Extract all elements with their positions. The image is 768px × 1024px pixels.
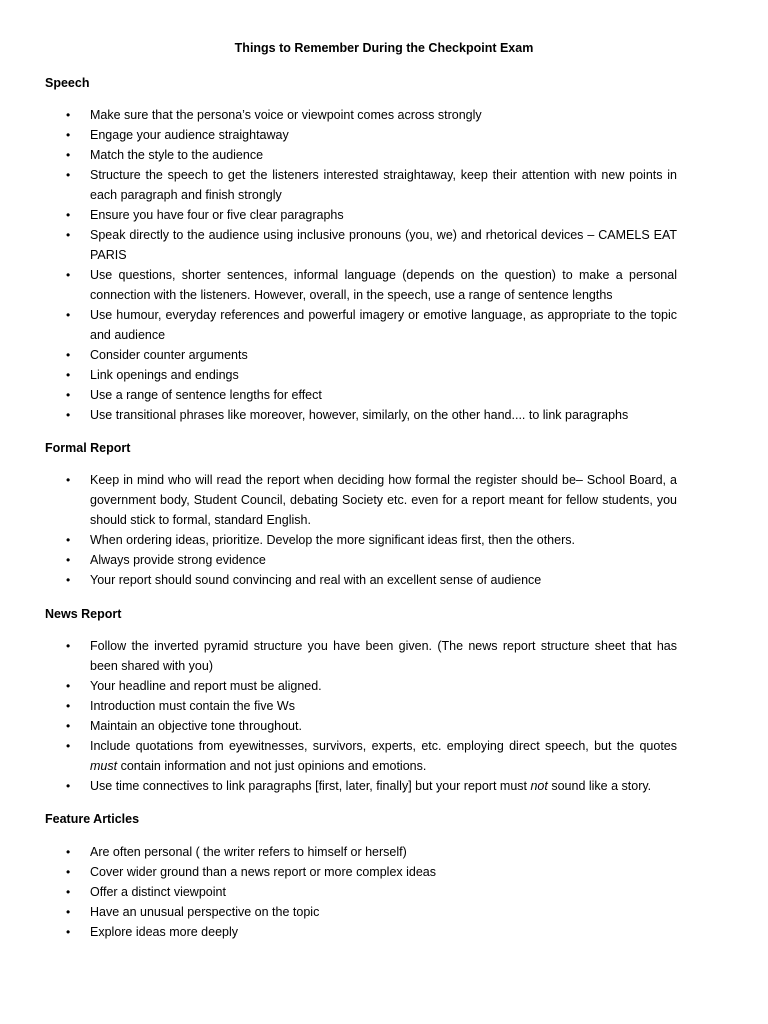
list-item-text: Speak directly to the audience using inclusive pronouns (you, we) and rhetorical devices – CAMELS EAT PARIS <box>90 228 677 262</box>
list-item-text: Link openings and endings <box>90 368 239 382</box>
bullet-list-speech <box>0 105 768 425</box>
list-item <box>66 882 677 902</box>
list-item-text: Use humour, everyday references and powerful imagery or emotive language, as appropriate to the topic and audience <box>90 308 677 342</box>
list-item-text: Structure the speech to get the listeners interested straightaway, keep their attention with new points in each paragraph and finish strongly <box>90 168 677 202</box>
list-item-text: Ensure you have four or five clear paragraphs <box>90 208 344 222</box>
document-title: Things to Remember During the Checkpoint Exam <box>234 41 534 55</box>
list-item-text-part: contain information and not just opinions and emotions. <box>117 759 427 773</box>
list-item <box>66 265 677 305</box>
list-item-text: Use questions, shorter sentences, informal language (depends on the question) to make a personal connection with the listeners. However, overall, in the speech, use a range of sentence lengths <box>90 268 677 302</box>
list-item <box>66 145 677 165</box>
list-item <box>66 345 677 365</box>
bullet-icon: • <box>66 228 71 242</box>
list-item <box>66 530 677 550</box>
bullet-icon: • <box>66 388 71 402</box>
list-item-text: Use transitional phrases like moreover, however, similarly, on the other hand.... to link paragraphs <box>90 408 629 422</box>
bullet-icon: • <box>66 308 71 322</box>
list-item <box>66 636 677 676</box>
bullet-list-formal-report <box>0 470 768 590</box>
list-item <box>66 125 677 145</box>
list-item <box>66 225 677 265</box>
list-item-text-part: sound like a story. <box>547 779 652 793</box>
bullet-icon: • <box>66 473 71 487</box>
bullet-icon: • <box>66 925 71 939</box>
list-item-text <box>90 779 651 793</box>
list-item <box>66 736 677 776</box>
bullet-icon: • <box>66 573 71 587</box>
bullet-icon: • <box>66 148 71 162</box>
list-item <box>66 105 677 125</box>
bullet-icon: • <box>66 905 71 919</box>
list-item <box>66 862 677 882</box>
bullet-icon: • <box>66 168 71 182</box>
bullet-icon: • <box>66 368 71 382</box>
list-item-text: Your headline and report must be aligned. <box>90 679 322 693</box>
section-heading-formal-report: Formal Report <box>45 441 131 455</box>
list-item-text: Cover wider ground than a news report or more complex ideas <box>90 865 437 879</box>
list-item-text: Are often personal ( the writer refers to himself or herself) <box>90 845 407 859</box>
bullet-icon: • <box>66 699 71 713</box>
list-item-text: Have an unusual perspective on the topic <box>90 905 320 919</box>
list-item <box>66 470 677 530</box>
emphasis-text: must <box>90 759 118 773</box>
list-item <box>66 922 677 942</box>
list-item <box>66 842 677 862</box>
bullet-icon: • <box>66 719 71 733</box>
bullet-icon: • <box>66 779 71 793</box>
list-item-text: Use a range of sentence lengths for effect <box>90 388 322 402</box>
bullet-icon: • <box>66 739 71 753</box>
list-item-text: When ordering ideas, prioritize. Develop the more significant ideas first, then the others. <box>90 533 575 547</box>
bullet-icon: • <box>66 865 71 879</box>
bullet-icon: • <box>66 553 71 567</box>
list-item-text: Introduction must contain the five Ws <box>90 699 295 713</box>
list-item <box>66 405 677 425</box>
bullet-list-feature-articles <box>0 842 768 942</box>
bullet-icon: • <box>66 639 71 653</box>
section-heading-news-report: News Report <box>45 607 122 621</box>
bullet-icon: • <box>66 268 71 282</box>
list-item-text: Always provide strong evidence <box>90 553 266 567</box>
list-item-text: Match the style to the audience <box>90 148 264 162</box>
list-item <box>66 550 677 570</box>
list-item <box>66 165 677 205</box>
list-item-text: Explore ideas more deeply <box>90 925 238 939</box>
list-item-text: Engage your audience straightaway <box>90 128 289 142</box>
bullet-icon: • <box>66 533 71 547</box>
list-item <box>66 570 677 590</box>
list-item-text <box>90 739 677 773</box>
list-item-text: Offer a distinct viewpoint <box>90 885 226 899</box>
list-item-text-part: Use time connectives to link paragraphs [first, later, finally] but your report must <box>90 779 531 793</box>
list-item-text: Your report should sound convincing and real with an excellent sense of audience <box>90 573 542 587</box>
list-item <box>66 676 677 696</box>
bullet-icon: • <box>66 108 71 122</box>
list-item-text: Keep in mind who will read the report when deciding how formal the register should be– School Board, a government body, Student Council, debating Society etc. even for a report meant for fellow students, you should stick to formal, standard English. <box>90 473 677 527</box>
list-item-text-part: Include quotations from eyewitnesses, survivors, experts, etc. employing direct speech, but the quotes <box>90 739 677 753</box>
bullet-list-news-report <box>0 636 768 796</box>
list-item <box>66 205 677 225</box>
section-heading-feature-articles: Feature Articles <box>45 812 140 826</box>
list-item-text: Follow the inverted pyramid structure you have been given. (The news report structure sheet that has been shared with you) <box>90 639 677 673</box>
list-item <box>66 716 677 736</box>
list-item <box>66 365 677 385</box>
bullet-icon: • <box>66 408 71 422</box>
list-item-text: Maintain an objective tone throughout. <box>90 719 302 733</box>
emphasis-text: not <box>530 779 548 793</box>
list-item-text: Make sure that the persona’s voice or viewpoint comes across strongly <box>90 108 482 122</box>
bullet-icon: • <box>66 348 71 362</box>
section-heading-speech: Speech <box>45 76 90 90</box>
list-item-text: Consider counter arguments <box>90 348 248 362</box>
bullet-icon: • <box>66 208 71 222</box>
list-item <box>66 385 677 405</box>
bullet-icon: • <box>66 845 71 859</box>
list-item <box>66 305 677 345</box>
list-item <box>66 696 677 716</box>
bullet-icon: • <box>66 679 71 693</box>
bullet-icon: • <box>66 885 71 899</box>
list-item <box>66 902 677 922</box>
list-item <box>66 776 677 796</box>
bullet-icon: • <box>66 128 71 142</box>
